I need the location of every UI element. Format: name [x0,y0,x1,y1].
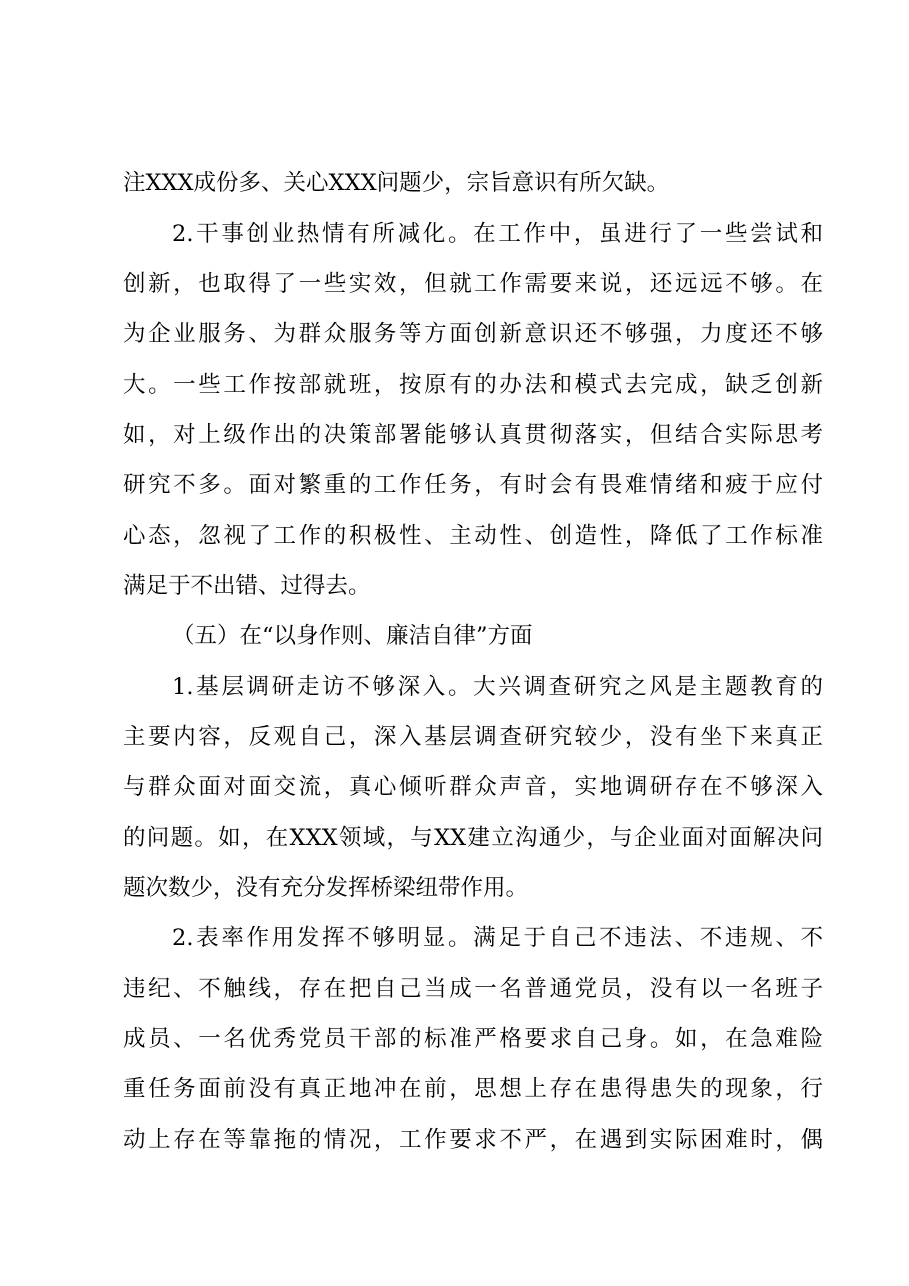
text-line: 2.表率作用发挥不够明显。满足于自己不违法、不违规、不 [172,925,823,951]
text-line: 成员、一名优秀党员干部的标准严格要求自己身。如，在急难险 [123,1026,823,1052]
text-line: 1.基层调研走访不够深入。大兴调查研究之风是主题教育的 [172,674,823,700]
text-line: 注XXX成份多、关心XXX问题少，宗旨意识有所欠缺。 [123,170,670,196]
text-line: 大。一些工作按部就班，按原有的办法和模式去完成，缺乏创新 [123,372,823,398]
text-line: 2.干事创业热情有所减化。在工作中，虽进行了一些尝试和 [172,221,823,247]
text-line: 重任务面前没有真正地冲在前，思想上存在患得患失的现象，行 [123,1076,823,1102]
text-line: 题次数少，没有充分发挥桥梁纽带作用。 [123,875,529,901]
text-line: 研究不多。面对繁重的工作任务，有时会有畏难情绪和疲于应付 [123,472,823,498]
text-line: 的问题。如，在XXX领域，与XX建立沟通少，与企业面对面解决问 [123,825,823,851]
text-line: 心态，忽视了工作的积极性、主动性、创造性，降低了工作标准 [123,523,823,549]
text-line: 动上存在等靠拖的情况，工作要求不严，在遇到实际困难时，偶 [123,1127,823,1153]
text-line: 为企业服务、为群众服务等方面创新意识还不够强，力度还不够 [123,321,823,347]
text-line: 违纪、不触线，存在把自己当成一名普通党员，没有以一名班子 [123,976,823,1002]
text-line: 与群众面对面交流，真心倾听群众声音，实地调研存在不够深入 [123,774,823,800]
text-line: 如，对上级作出的决策部署能够认真贯彻落实，但结合实际思考 [123,422,823,448]
text-line: 创新，也取得了一些实效，但就工作需要来说，还远远不够。在 [123,271,823,297]
text-line: 主要内容，反观自己，深入基层调查研究较少，没有坐下来真正 [123,724,823,750]
text-line: 满足于不出错、过得去。 [123,573,371,599]
section-heading: （五）在“以身作则、廉洁自律”方面 [172,623,533,649]
